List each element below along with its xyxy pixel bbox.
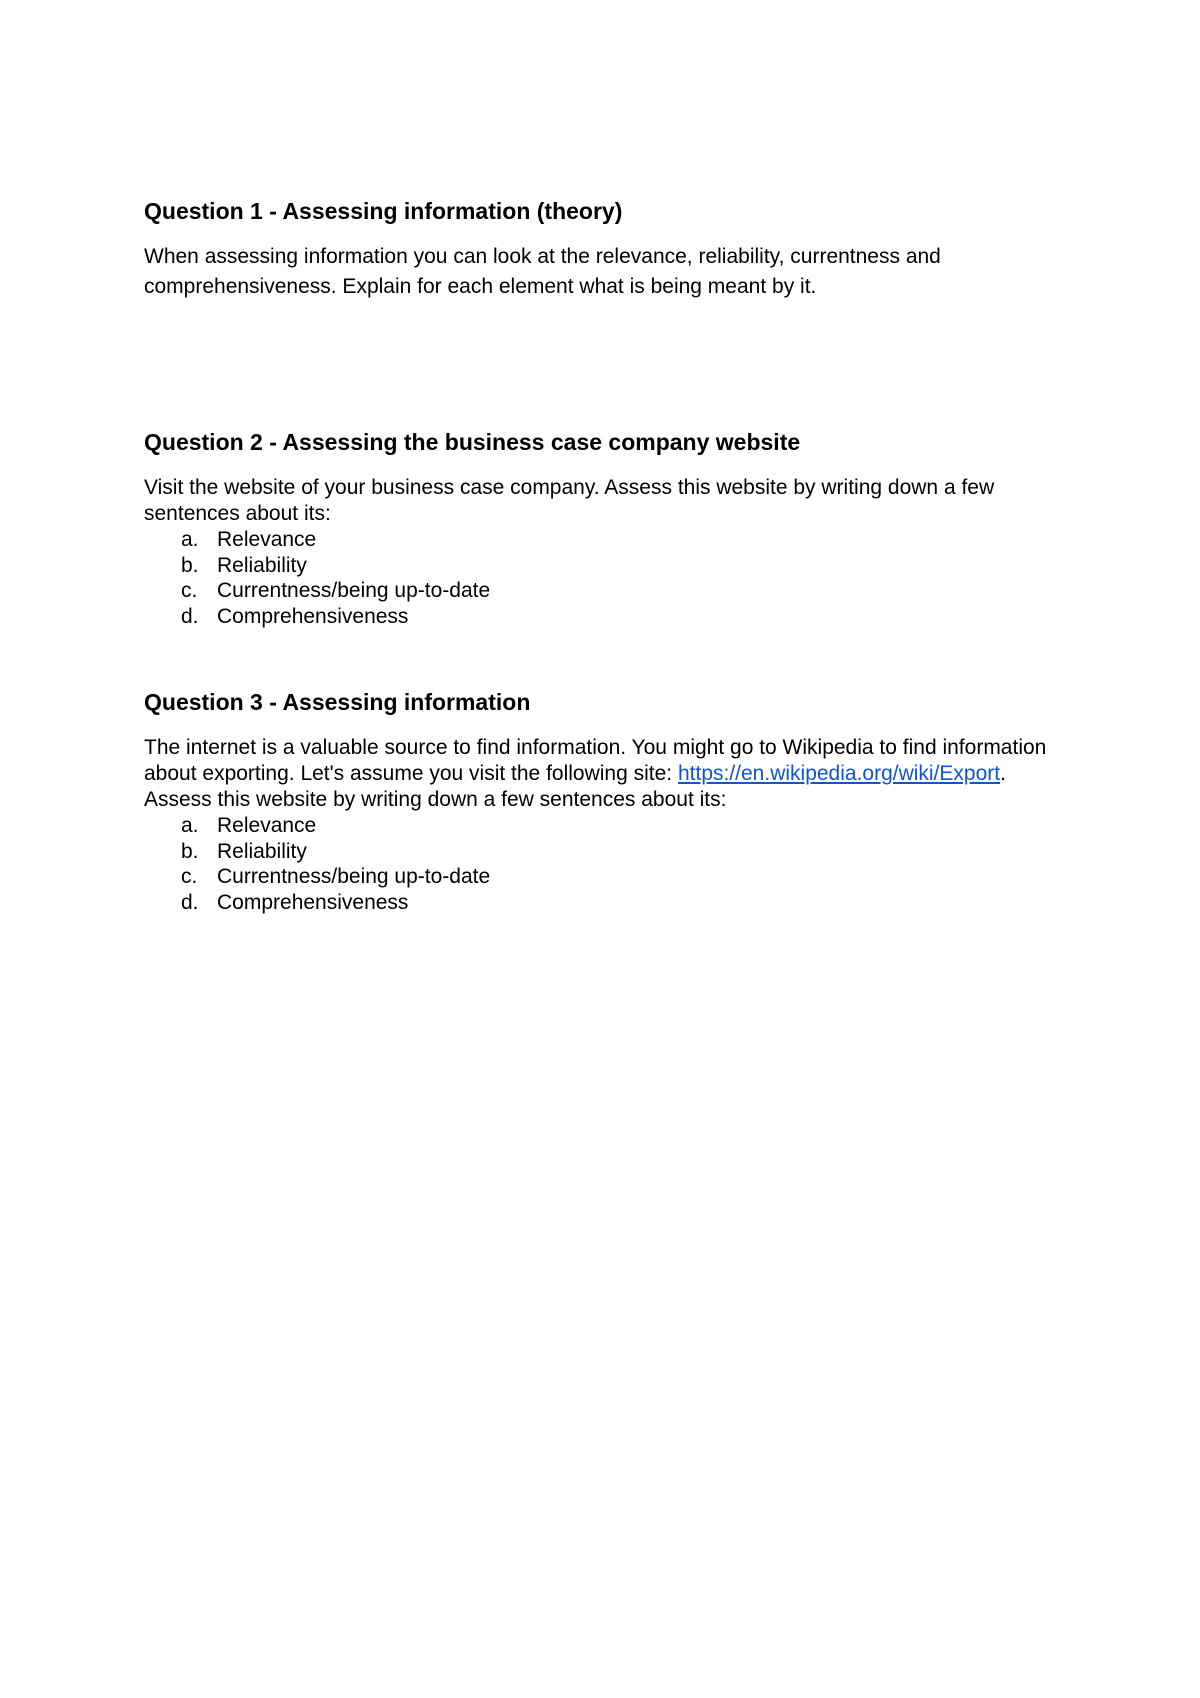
list-marker: b.	[181, 839, 199, 863]
list-item-text: Reliability	[217, 553, 307, 577]
question-2-heading: Question 2 - Assessing the business case company website	[144, 429, 801, 455]
list-item	[144, 864, 1056, 890]
question-2	[144, 425, 1056, 629]
list-item-text: Reliability	[217, 839, 307, 863]
list-marker: c.	[181, 865, 198, 888]
list-item-text: Relevance	[217, 528, 317, 551]
list-item-text: Currentness/being up-to-date	[217, 865, 491, 888]
question-1-heading: Question 1 - Assessing information (theory)	[144, 198, 623, 224]
list-marker: a.	[181, 814, 199, 837]
question-2-body: Visit the website of your business case company. Assess this website by writing down a few sentences about its:	[144, 476, 995, 525]
list-item-text: Comprehensiveness	[217, 604, 409, 628]
list-item	[144, 813, 1056, 839]
question-2-list	[144, 527, 1056, 629]
list-item-text: Relevance	[217, 814, 317, 837]
question-3	[144, 685, 1056, 915]
list-item	[144, 578, 1056, 604]
list-item-text: Comprehensiveness	[217, 890, 409, 914]
list-marker: a.	[181, 528, 199, 551]
list-item	[144, 890, 1056, 916]
question-1-body: When assessing information you can look at the relevance, reliability, currentness and comprehensiveness. Explain for each element what is being meant by it.	[144, 245, 941, 298]
question-1	[144, 194, 1056, 302]
list-marker: b.	[181, 553, 199, 577]
wikipedia-export-link[interactable]: https://en.wikipedia.org/wiki/Export	[677, 762, 1001, 785]
question-3-body-text: The internet is a valuable source to find information. You might go to Wikipedia to find information about exporting. Let's assume you visit the following site:	[144, 736, 1047, 785]
list-item	[144, 839, 1056, 865]
question-3-heading: Question 3 - Assessing information	[144, 689, 531, 715]
list-item	[144, 527, 1056, 553]
question-3-body-text-end: . Assess this website by writing down a few sentences about its:	[144, 762, 1006, 811]
list-marker: c.	[181, 579, 198, 602]
list-item	[144, 553, 1056, 579]
list-item	[144, 604, 1056, 630]
question-3-body	[144, 735, 1056, 813]
list-marker: d.	[181, 890, 199, 914]
list-item-text: Currentness/being up-to-date	[217, 579, 491, 602]
document-content	[144, 194, 1056, 915]
question-3-list	[144, 813, 1056, 915]
list-marker: d.	[181, 604, 199, 628]
